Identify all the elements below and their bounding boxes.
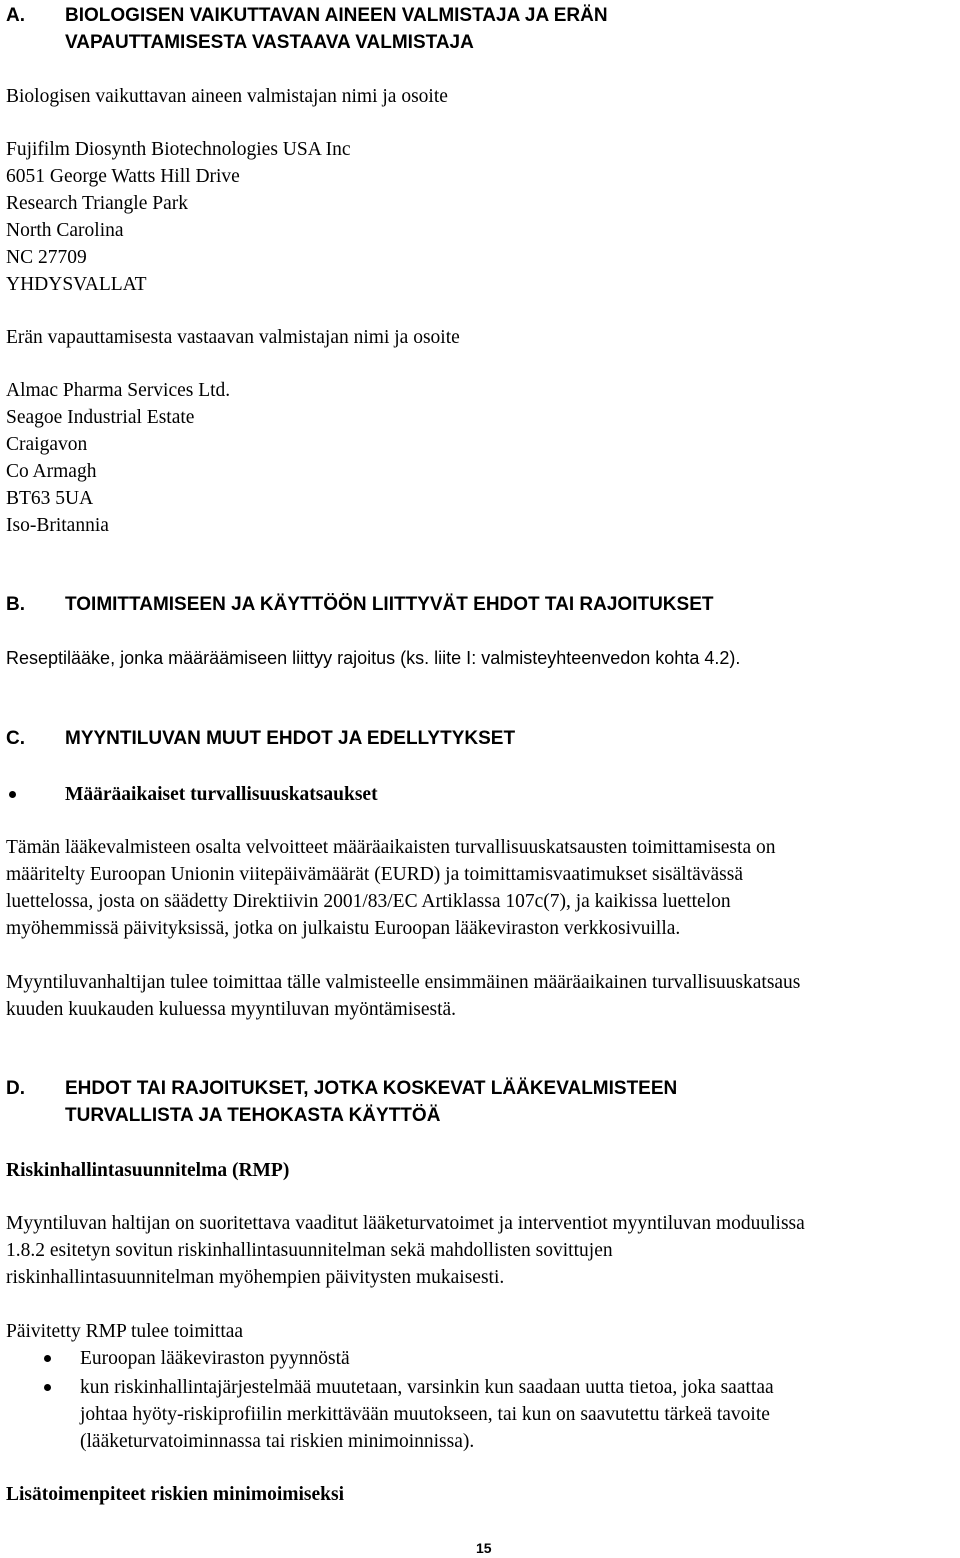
rmp-heading: Riskinhallintasuunnitelma (RMP) [6, 1160, 290, 1181]
section-b-text: Reseptilääke, jonka määräämiseen liittyy rajoitus (ks. liite I: valmisteyhteenvedon kohta 4.2). [6, 648, 741, 668]
bio-address-line: Fujifilm Diosynth Biotechnologies USA Inc [6, 139, 351, 160]
psur-paragraph-line: määritelty Euroopan Unionin viitepäivämäärät (EURD) ja toimittamisvaatimukset sisältävässä [6, 864, 744, 885]
bio-manufacturer-heading: Biologisen vaikuttavan aineen valmistajan nimi ja osoite [6, 86, 448, 107]
release-address-line: Co Armagh [6, 461, 97, 482]
section-d-title-line2: TURVALLISTA JA TEHOKASTA KÄYTTÖÄ [65, 1105, 441, 1126]
release-address-line: Almac Pharma Services Ltd. [6, 380, 231, 401]
section-a-title-line2: VAPAUTTAMISESTA VASTAAVA VALMISTAJA [65, 32, 474, 53]
section-a-title-line1: BIOLOGISEN VAIKUTTAVAN AINEEN VALMISTAJA JA ERÄN [65, 5, 608, 26]
release-address-line: Craigavon [6, 434, 88, 455]
bio-address-line: 6051 George Watts Hill Drive [6, 166, 240, 187]
additional-measures-heading: Lisätoimenpiteet riskien minimoimiseksi [6, 1484, 344, 1505]
rmp-paragraph-line: 1.8.2 esitetyn sovitun riskinhallintasuunnitelman sekä mahdollisten sovittujen [6, 1240, 613, 1261]
bullet-icon [44, 1355, 51, 1362]
rmp-bullet-item-line: (lääketurvatoiminnassa tai riskien minimoinnissa). [80, 1431, 475, 1452]
rmp-bullet-item-line: johtaa hyöty-riskiprofiilin merkittävään muutokseen, tai kun on saavutettu tärkeä tavoite [80, 1404, 770, 1425]
page-number: 15 [476, 1540, 492, 1556]
bio-address-line: NC 27709 [6, 247, 87, 268]
rmp-bullet-item-line: kun riskinhallintajärjestelmää muutetaan, varsinkin kun saadaan uutta tietoa, joka saattaa [80, 1377, 774, 1398]
first-psur-paragraph-line: kuuden kuukauden kuluessa myyntiluvan myöntämisestä. [6, 999, 457, 1020]
rmp-paragraph-line: riskinhallintasuunnitelman myöhempien päivitysten mukaisesti. [6, 1267, 505, 1288]
section-b-letter: B. [6, 594, 25, 615]
rmp-bullet-item: Euroopan lääkeviraston pyynnöstä [80, 1348, 350, 1369]
release-manufacturer-heading: Erän vapauttamisesta vastaavan valmistajan nimi ja osoite [6, 327, 460, 348]
section-a-letter: A. [6, 5, 25, 26]
psur-paragraph-line: luettelossa, josta on säädetty Direktiivin 2001/83/EC Artiklassa 107c(7), ja kaikissa luettelon [6, 891, 731, 912]
bio-address-line: YHDYSVALLAT [6, 274, 147, 295]
section-c-letter: C. [6, 728, 25, 749]
section-b-title: TOIMITTAMISEEN JA KÄYTTÖÖN LIITTYVÄT EHDOT TAI RAJOITUKSET [65, 594, 714, 615]
release-address-line: Seagoe Industrial Estate [6, 407, 195, 428]
bio-address-line: Research Triangle Park [6, 193, 188, 214]
first-psur-paragraph-line: Myyntiluvanhaltijan tulee toimittaa tälle valmisteelle ensimmäinen määräaikainen turvallisuuskatsaus [6, 972, 801, 993]
psur-paragraph-line: Tämän lääkevalmisteen osalta velvoitteet määräaikaisten turvallisuuskatsausten toimittamisesta on [6, 837, 776, 858]
updated-rmp-text: Päivitetty RMP tulee toimittaa [6, 1321, 244, 1342]
psur-heading: Määräaikaiset turvallisuuskatsaukset [65, 784, 378, 805]
section-d-letter: D. [6, 1078, 25, 1099]
bullet-icon [9, 791, 16, 798]
bullet-icon [44, 1384, 51, 1391]
section-d-title-line1: EHDOT TAI RAJOITUKSET, JOTKA KOSKEVAT LÄÄKEVALMISTEEN [65, 1078, 678, 1099]
psur-paragraph-line: myöhemmissä päivityksissä, jotka on julkaistu Euroopan lääkeviraston verkkosivuilla. [6, 918, 681, 939]
bio-address-line: North Carolina [6, 220, 124, 241]
release-address-line: Iso-Britannia [6, 515, 109, 536]
section-c-title: MYYNTILUVAN MUUT EHDOT JA EDELLYTYKSET [65, 728, 516, 749]
release-address-line: BT63 5UA [6, 488, 94, 509]
rmp-paragraph-line: Myyntiluvan haltijan on suoritettava vaaditut lääketurvatoimet ja interventiot myyntiluvan moduulissa [6, 1213, 805, 1234]
